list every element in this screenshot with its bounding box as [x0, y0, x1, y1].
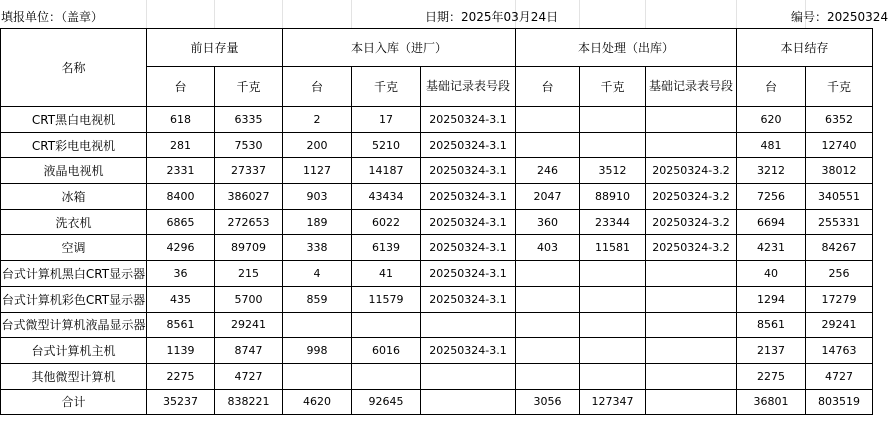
cell-prev-tai: 2275 — [147, 363, 215, 389]
cell-out-kg — [580, 261, 646, 287]
cell-in-kg: 14187 — [352, 158, 421, 184]
cell-bal-kg: 17279 — [806, 286, 873, 312]
cell-out-rec — [646, 363, 737, 389]
cell-in-tai: 338 — [283, 235, 352, 261]
cell-prev-tai: 4296 — [147, 235, 215, 261]
cell-bal-tai: 1294 — [737, 286, 806, 312]
cell-name: 空调 — [1, 235, 147, 261]
cell-in-kg: 43434 — [352, 184, 421, 210]
cell-name: 合计 — [1, 389, 147, 415]
total-row — [1, 389, 873, 415]
subheader-prev-kg: 千克 — [215, 67, 283, 107]
cell-bal-tai: 8561 — [737, 312, 806, 338]
cell-prev-kg: 7530 — [215, 132, 283, 158]
cell-out-kg — [580, 132, 646, 158]
cell-bal-tai: 36801 — [737, 389, 806, 415]
subheader-out-units: 台 — [516, 67, 580, 107]
cell-out-kg: 88910 — [580, 184, 646, 210]
cell-in-kg: 17 — [352, 107, 421, 133]
cell-name: 其他微型计算机 — [1, 363, 147, 389]
cell-bal-tai: 6694 — [737, 209, 806, 235]
cell-out-rec — [646, 261, 737, 287]
cell-out-kg: 3512 — [580, 158, 646, 184]
cell-out-rec — [646, 312, 737, 338]
cell-out-tai — [516, 338, 580, 364]
cell-out-tai — [516, 132, 580, 158]
group-header-processed: 本日处理（出库） — [516, 29, 737, 67]
cell-in-rec: 20250324-3.1 — [421, 261, 516, 287]
subheader-out-kg: 千克 — [580, 67, 646, 107]
cell-bal-kg: 38012 — [806, 158, 873, 184]
fill-unit-label: 填报单位：（盖章） — [1, 10, 104, 24]
cell-in-tai: 998 — [283, 338, 352, 364]
subheader-in-record: 基础记录表号段 — [421, 67, 516, 107]
cell-out-rec: 20250324-3.2 — [646, 158, 737, 184]
cell-out-kg — [580, 363, 646, 389]
cell-prev-kg: 6335 — [215, 107, 283, 133]
cell-bal-tai: 4231 — [737, 235, 806, 261]
cell-in-tai: 200 — [283, 132, 352, 158]
inventory-table — [0, 28, 873, 415]
subheader-in-kg: 千克 — [352, 67, 421, 107]
cell-name: 台式计算机黑白CRT显示器 — [1, 261, 147, 287]
cell-bal-kg: 12740 — [806, 132, 873, 158]
cell-out-rec — [646, 132, 737, 158]
subheader-bal-units: 台 — [737, 67, 806, 107]
cell-out-kg — [580, 107, 646, 133]
cell-out-tai — [516, 107, 580, 133]
cell-out-rec — [646, 389, 737, 415]
cell-out-rec — [646, 286, 737, 312]
subheader-prev-units: 台 — [147, 67, 215, 107]
cell-bal-tai: 620 — [737, 107, 806, 133]
report-date: 日期：2025年03月24日 — [425, 10, 559, 24]
cell-prev-kg: 8747 — [215, 338, 283, 364]
cell-prev-kg: 272653 — [215, 209, 283, 235]
cell-bal-tai: 3212 — [737, 158, 806, 184]
cell-out-tai — [516, 312, 580, 338]
cell-out-kg: 11581 — [580, 235, 646, 261]
cell-in-rec — [421, 312, 516, 338]
cell-in-kg — [352, 363, 421, 389]
table-row — [1, 158, 873, 184]
cell-prev-tai: 35237 — [147, 389, 215, 415]
cell-prev-tai: 435 — [147, 286, 215, 312]
table-row — [1, 363, 873, 389]
table-row — [1, 261, 873, 287]
cell-in-kg: 41 — [352, 261, 421, 287]
cell-in-tai: 4 — [283, 261, 352, 287]
cell-bal-tai: 40 — [737, 261, 806, 287]
cell-prev-kg: 215 — [215, 261, 283, 287]
cell-prev-tai: 2331 — [147, 158, 215, 184]
cell-out-kg — [580, 312, 646, 338]
cell-prev-tai: 6865 — [147, 209, 215, 235]
cell-bal-kg: 340551 — [806, 184, 873, 210]
cell-in-kg: 6139 — [352, 235, 421, 261]
subheader-in-units: 台 — [283, 67, 352, 107]
table-row — [1, 132, 873, 158]
cell-out-tai: 403 — [516, 235, 580, 261]
cell-in-rec: 20250324-3.1 — [421, 184, 516, 210]
cell-in-tai: 4620 — [283, 389, 352, 415]
cell-name: 洗衣机 — [1, 209, 147, 235]
cell-prev-tai: 8400 — [147, 184, 215, 210]
table-row — [1, 107, 873, 133]
cell-name: CRT黑白电视机 — [1, 107, 147, 133]
subheader-bal-kg: 千克 — [806, 67, 873, 107]
cell-bal-tai: 2137 — [737, 338, 806, 364]
cell-prev-kg: 5700 — [215, 286, 283, 312]
cell-prev-tai: 281 — [147, 132, 215, 158]
cell-in-tai: 2 — [283, 107, 352, 133]
table-row — [1, 312, 873, 338]
cell-in-kg: 6016 — [352, 338, 421, 364]
cell-in-tai: 859 — [283, 286, 352, 312]
cell-in-rec: 20250324-3.1 — [421, 158, 516, 184]
cell-name: 台式计算机主机 — [1, 338, 147, 364]
cell-prev-kg: 27337 — [215, 158, 283, 184]
cell-prev-kg: 29241 — [215, 312, 283, 338]
cell-in-kg: 92645 — [352, 389, 421, 415]
cell-in-kg: 6022 — [352, 209, 421, 235]
cell-out-kg: 23344 — [580, 209, 646, 235]
table-row — [1, 338, 873, 364]
cell-bal-kg: 803519 — [806, 389, 873, 415]
cell-out-tai: 246 — [516, 158, 580, 184]
cell-out-tai — [516, 363, 580, 389]
cell-out-kg — [580, 338, 646, 364]
cell-out-rec — [646, 338, 737, 364]
table-row — [1, 184, 873, 210]
cell-prev-kg: 838221 — [215, 389, 283, 415]
cell-in-tai — [283, 312, 352, 338]
subheader-out-record: 基础记录表号段 — [646, 67, 737, 107]
cell-out-tai: 2047 — [516, 184, 580, 210]
report-code: 编号：20250324 — [791, 10, 888, 24]
cell-bal-kg: 84267 — [806, 235, 873, 261]
group-header-inbound: 本日入库（进厂） — [283, 29, 516, 67]
cell-out-rec: 20250324-3.2 — [646, 235, 737, 261]
cell-bal-kg: 29241 — [806, 312, 873, 338]
cell-prev-tai: 36 — [147, 261, 215, 287]
cell-in-tai: 189 — [283, 209, 352, 235]
table-row — [1, 286, 873, 312]
cell-bal-kg: 256 — [806, 261, 873, 287]
cell-in-rec: 20250324-3.1 — [421, 286, 516, 312]
cell-in-kg: 11579 — [352, 286, 421, 312]
cell-in-rec: 20250324-3.1 — [421, 235, 516, 261]
cell-prev-tai: 1139 — [147, 338, 215, 364]
cell-out-rec: 20250324-3.2 — [646, 184, 737, 210]
cell-out-tai — [516, 261, 580, 287]
cell-name: 台式微型计算机液晶显示器 — [1, 312, 147, 338]
cell-in-rec — [421, 363, 516, 389]
cell-bal-kg: 6352 — [806, 107, 873, 133]
cell-bal-tai: 2275 — [737, 363, 806, 389]
cell-name: 液晶电视机 — [1, 158, 147, 184]
cell-in-kg — [352, 312, 421, 338]
cell-name: 台式计算机彩色CRT显示器 — [1, 286, 147, 312]
cell-prev-kg: 4727 — [215, 363, 283, 389]
cell-bal-tai: 7256 — [737, 184, 806, 210]
cell-out-rec — [646, 107, 737, 133]
cell-bal-kg: 14763 — [806, 338, 873, 364]
table-row — [1, 209, 873, 235]
cell-out-tai — [516, 286, 580, 312]
cell-out-tai: 3056 — [516, 389, 580, 415]
table-row — [1, 235, 873, 261]
group-header-prev-stock: 前日存量 — [147, 29, 283, 67]
cell-in-tai: 1127 — [283, 158, 352, 184]
cell-in-tai: 903 — [283, 184, 352, 210]
cell-in-tai — [283, 363, 352, 389]
group-header-balance: 本日结存 — [737, 29, 873, 67]
cell-prev-tai: 8561 — [147, 312, 215, 338]
report-header — [0, 0, 888, 28]
cell-out-kg — [580, 286, 646, 312]
cell-in-rec: 20250324-3.1 — [421, 209, 516, 235]
cell-prev-tai: 618 — [147, 107, 215, 133]
col-header-name: 名称 — [1, 29, 147, 107]
cell-name: CRT彩电电视机 — [1, 132, 147, 158]
cell-bal-kg: 4727 — [806, 363, 873, 389]
cell-in-kg: 5210 — [352, 132, 421, 158]
cell-prev-kg: 386027 — [215, 184, 283, 210]
cell-in-rec — [421, 389, 516, 415]
cell-name: 冰箱 — [1, 184, 147, 210]
cell-in-rec: 20250324-3.1 — [421, 338, 516, 364]
cell-bal-tai: 481 — [737, 132, 806, 158]
cell-in-rec: 20250324-3.1 — [421, 132, 516, 158]
cell-out-kg: 127347 — [580, 389, 646, 415]
cell-out-rec: 20250324-3.2 — [646, 209, 737, 235]
cell-prev-kg: 89709 — [215, 235, 283, 261]
cell-in-rec: 20250324-3.1 — [421, 107, 516, 133]
cell-out-tai: 360 — [516, 209, 580, 235]
cell-bal-kg: 255331 — [806, 209, 873, 235]
